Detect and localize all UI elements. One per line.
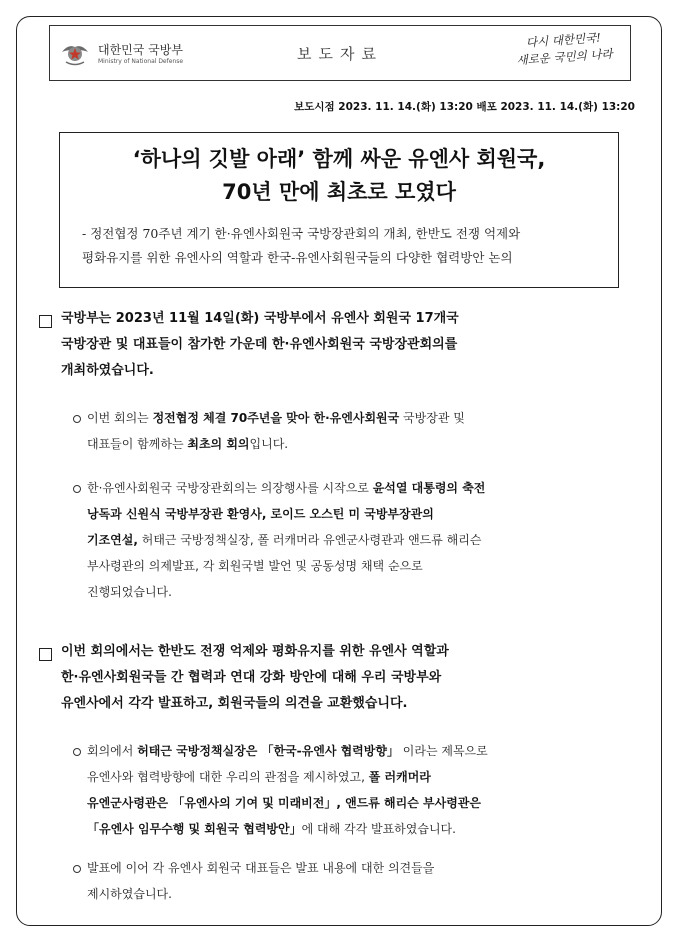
- document-page: [16, 16, 662, 926]
- section-1-bullet-2-line-5: 진행되었습니다.: [87, 585, 172, 599]
- text-run: 대표들이 함께하는: [87, 437, 188, 451]
- circle-bullet: [73, 485, 81, 493]
- ministry-english-name: Ministry of National Defense: [98, 58, 184, 65]
- bold-text-run: 기조연설,: [87, 533, 138, 547]
- slogan-line-1: 다시 대한민국!: [525, 30, 602, 50]
- slogan-line-2: 새로운 국민의 나라: [516, 46, 614, 68]
- text-run: 이번 회의는: [87, 411, 153, 425]
- section-1-bullet-2-line-1: [87, 475, 485, 501]
- text-run: 한·유엔사회원국 국방장관회의는 의장행사를 시작으로: [87, 481, 373, 495]
- headline-title: [60, 143, 618, 209]
- section-1-bullet-2-line-2: [87, 501, 434, 527]
- bold-text-run: 낭독과 신원식 국방부장관 환영사, 로이드 오스틴 미 국방부장관의: [87, 507, 434, 521]
- ministry-logo: [60, 38, 210, 72]
- press-release-header: [49, 25, 631, 81]
- section-2-text: 이번 회의에서는 한반도 전쟁 억제와 평화유지를 위한 유엔사 역할과 한·유엔사회원국들 간 협력과 연대 강화 방안에 대해 우리 국방부와 유엔사에서 각각 발표하고, 회원국들의 의견을 교환했습니다.: [61, 644, 449, 711]
- press-release-title: 보도자료: [297, 45, 383, 63]
- circle-bullet: [73, 415, 81, 423]
- circle-bullet: [73, 748, 81, 756]
- bold-text-run: 허태근 국방정책실장은 「한국-유엔사 협력방향」: [137, 744, 399, 758]
- text-run: 유엔사와 협력방향에 대한 우리의 관점을 제시하였고,: [87, 770, 369, 784]
- headline-subtitle: [82, 222, 602, 270]
- text-run: 입니다.: [249, 437, 289, 451]
- headline-title-line-1: ‘하나의 깃발 아래’ 함께 싸운 유엔사 회원국,: [132, 147, 546, 171]
- section-2-bullet-2-line-1: 발표에 이어 각 유엔사 회원국 대표들은 발표 내용에 대한 의견들을: [87, 861, 435, 875]
- circle-bullet: [73, 865, 81, 873]
- text-run: 허태근 국방정책실장, 폴 러캐머라 유엔군사령관과 앤드류 해리슨: [137, 533, 482, 547]
- section-1-bullet-1-line-2: [87, 431, 288, 457]
- section-square-bullet: [39, 648, 52, 661]
- section-2-bullet-1-line-2: [87, 764, 431, 790]
- bold-text-run: 「유엔사 임무수행 및 회원국 협력방안」: [87, 822, 302, 836]
- bold-text-run: 유엔군사령관은 「유엔사의 기여 및 미래비전」, 앤드류 해리슨 부사령관은: [87, 796, 481, 810]
- bold-text-run: 최초의 회의: [187, 437, 250, 451]
- section-square-bullet: [39, 315, 52, 328]
- text-run: 이라는 제목으로: [398, 744, 488, 758]
- ministry-name: 대한민국 국방부: [98, 43, 183, 57]
- headline-box: [59, 132, 619, 288]
- section-1-text: 국방부는 2023년 11월 14일(화) 국방부에서 유엔사 회원국 17개국 국방장관 및 대표들이 참가한 가운데 한·유엔사회원국 국방장관회의를 개최하였습니다.: [61, 311, 459, 378]
- section-1-bullet-2-line-4: 부사령관의 의제발표, 각 회원국별 발언 및 공동성명 채택 순으로: [87, 559, 423, 573]
- bold-text-run: 윤석열 대통령의 축전: [372, 481, 486, 495]
- section-2-bullet-1-line-3: [87, 790, 481, 816]
- ministry-emblem-icon: [60, 38, 90, 68]
- text-run: 에 대해 각각 발표하였습니다.: [301, 822, 456, 836]
- bold-text-run: 정전협정 체결 70주년을 맞아 한·유엔사회원국: [152, 411, 400, 425]
- headline-title-line-2: 70년 만에 최초로 모였다: [222, 180, 456, 204]
- text-run: 국방장관 및: [399, 411, 465, 425]
- subtitle-line-2: 평화유지를 위한 유엔사의 역할과 한국-유엔사회원국들의 다양한 협력방안 논의: [82, 250, 513, 265]
- slogan-signature: [504, 28, 624, 70]
- section-2-bullet-1-line-1: [87, 738, 488, 764]
- section-1-bullet-1-line-1: [87, 405, 465, 431]
- bold-text-run: 폴 러캐머라: [368, 770, 431, 784]
- section-2-bullet-2-line-2: 제시하였습니다.: [87, 887, 172, 901]
- text-run: 회의에서: [87, 744, 138, 758]
- section-2-bullet-1-line-4: [87, 816, 456, 842]
- release-dateline: 보도시점 2023. 11. 14.(화) 13:20 배포 2023. 11. 14.(화) 13:20: [294, 101, 635, 113]
- subtitle-line-1: - 정전협정 70주년 계기 한·유엔사회원국 국방장관회의 개최, 한반도 전쟁 억제와: [82, 226, 521, 241]
- section-1-bullet-2-line-3: [87, 527, 481, 553]
